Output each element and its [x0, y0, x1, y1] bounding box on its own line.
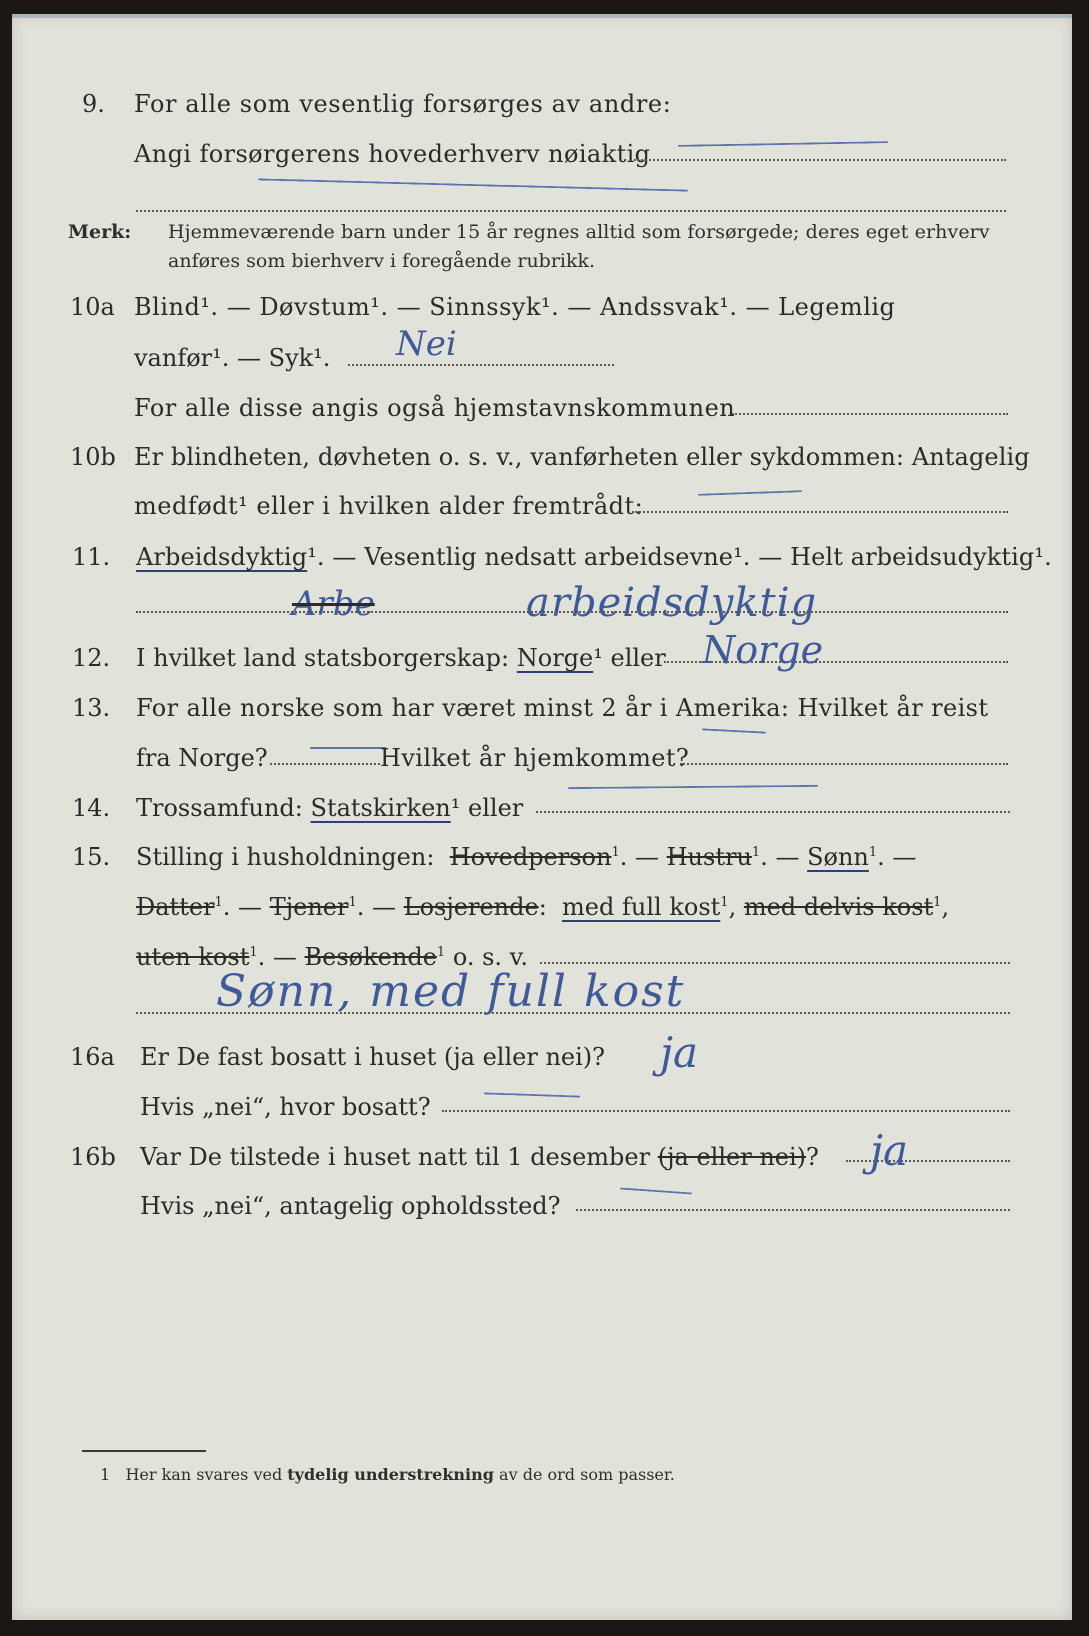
item-14-question-text: Trossamfund:: [136, 794, 303, 822]
item-9-answer-line-2: [136, 210, 1006, 212]
item-11-option-arbeidsdyktig-underlined: Arbeidsdyktig: [136, 543, 308, 571]
item-15-option-hustru-struck: Hustru: [666, 843, 752, 871]
item-11-other-options: ¹. — Vesentlig nedsatt arbeidsevne¹. — Helt arbeidsudyktig¹.: [307, 543, 1052, 571]
item-10b-question: Er blindheten, døvheten o. s. v., vanførheten eller sykdommen: Antagelig: [134, 443, 1030, 471]
item-12-or: ¹ eller: [593, 644, 666, 672]
item-11-handwritten-answer: arbeidsdyktig: [526, 580, 818, 626]
item-13-handwritten-dash-2: [702, 728, 766, 733]
item-9-number: 9.: [82, 90, 105, 118]
item-15-option-tjener-struck: Tjener: [269, 893, 349, 921]
footnote-rule: [82, 1450, 206, 1452]
item-12-question-text: I hvilket land statsborgerskap:: [136, 644, 510, 672]
note-text-line2: anføres som bierhverv i foregående rubrikk.: [168, 250, 596, 272]
page-top-edge: [12, 14, 1072, 18]
item-9-handwritten-dash: [678, 141, 888, 147]
item-13-question: For alle norske som har været minst 2 år i Amerika: Hvilket år reist: [136, 694, 989, 722]
item-13-return-year: Hvilket år hjemkommet?: [380, 744, 690, 772]
footnote: [100, 1465, 675, 1484]
item-11-options: [136, 543, 1052, 571]
item-9-handwritten-dash-2: [258, 178, 688, 191]
item-16a-question: Er De fast bosatt i huset (ja eller nei)?: [140, 1043, 606, 1071]
item-10a-number: 10a: [70, 293, 115, 321]
item-16a-handwritten-dash: [484, 1092, 580, 1097]
item-15-options-line3: uten kost$^1$. — Besøkende$^1$ o. s. v.: [136, 943, 529, 971]
item-15-option-sonn-underlined: Sønn: [807, 843, 869, 871]
item-15-options-line1: Stilling i husholdningen: Hovedperson$^1$. — Hustru$^1$. — Sønn$^1$. —: [136, 843, 917, 871]
item-16a-residence-line: [442, 1110, 1010, 1112]
item-11-number: 11.: [72, 543, 111, 571]
item-9-question: For alle som vesentlig forsørges av andre:: [134, 90, 672, 118]
item-16b-whereabouts-question: Hvis „nei“, antagelig opholdssted?: [140, 1192, 561, 1220]
item-10a-options-line2: vanfør¹. — Syk¹.: [134, 344, 331, 372]
item-10a-handwritten-answer: Nei: [396, 324, 457, 364]
item-13-departure-line: [270, 763, 380, 765]
item-12-question: [136, 644, 666, 672]
item-9-question-line2: Angi forsørgerens hovederhverv nøiaktig: [134, 140, 651, 168]
item-10b-handwritten-dash: [698, 490, 802, 496]
item-16b-question: Var De tilstede i huset natt til 1 desember (ja eller nei)?: [140, 1143, 819, 1171]
item-10b-number: 10b: [70, 443, 116, 471]
note-label: Merk:: [68, 221, 132, 243]
item-11-answer-line: [136, 611, 1008, 613]
item-16b-handwritten-dash: [620, 1187, 692, 1194]
item-16b-question-text: Var De tilstede i huset natt til 1 desember: [140, 1143, 651, 1171]
item-15-option-losjerende-struck: Losjerende: [403, 893, 539, 921]
item-15-answer-line: [540, 962, 1010, 964]
item-13-handwritten-dash: [310, 747, 386, 749]
item-12-handwritten-answer: Norge: [702, 628, 824, 672]
item-16a-residence-question: Hvis „nei“, hvor bosatt?: [140, 1093, 431, 1121]
item-10a-options: Blind¹. — Døvstum¹. — Sinnssyk¹. — Andssvak¹. — Legemlig: [134, 293, 896, 321]
item-16b-ja-eller-nei-struck: (ja eller nei): [657, 1143, 807, 1171]
item-16b-number: 16b: [70, 1143, 116, 1171]
item-16a-number: 16a: [70, 1043, 115, 1071]
item-14-question: [136, 794, 523, 822]
item-14-or: ¹ eller: [450, 794, 524, 822]
item-10b-answer-line: [632, 511, 1008, 513]
item-9-answer-line: [634, 159, 1006, 161]
item-14-answer-line: [536, 811, 1010, 813]
item-10b-question-line2: medfødt¹ eller i hvilken alder fremtrådt:: [134, 492, 644, 520]
item-15-option-hovedperson-struck: Hovedperson: [449, 843, 612, 871]
item-15-option-datter-struck: Datter: [136, 893, 215, 921]
item-12-option-norge-underlined: Norge: [516, 644, 594, 672]
item-15-osv: o. s. v.: [452, 943, 529, 971]
item-10a-home-municipality: For alle disse angis også hjemstavnskommunen: [134, 394, 736, 422]
footnote-bold-text: tydelig understrekning: [287, 1465, 494, 1484]
item-16a-handwritten-answer: ja: [660, 1028, 699, 1077]
footnote-marker: 1: [100, 1465, 111, 1484]
item-14-handwritten-dash: [568, 785, 818, 789]
item-15-answer-line-2: [136, 1012, 1010, 1014]
item-15-options-line2: Datter$^1$. — Tjener$^1$. — Losjerende: med full kost$^1$, med delvis kost$^1$,: [136, 893, 950, 921]
item-10a-answer-line: [348, 364, 614, 366]
item-15-option-delvis-kost-struck: med delvis kost: [743, 893, 934, 921]
item-15-number: 15.: [72, 843, 111, 871]
item-13-return-line: [680, 763, 1008, 765]
census-form-page: [12, 14, 1072, 1620]
item-13-number: 13.: [72, 694, 111, 722]
note-text-line1: Hjemmeværende barn under 15 år regnes alltid som forsørgede; deres eget erhverv: [168, 221, 990, 243]
item-15-option-uten-kost-struck: uten kost: [136, 943, 250, 971]
item-15-handwritten-answer: Sønn, med full kost: [216, 966, 686, 1017]
item-14-option-statskirken-underlined: Statskirken: [310, 794, 451, 822]
item-15-option-besokende-struck: Besøkende: [304, 943, 437, 971]
item-12-number: 12.: [72, 644, 111, 672]
item-15-question-text: Stilling i husholdningen:: [136, 843, 435, 871]
item-11-struck-handwriting: Arbe: [292, 584, 375, 624]
item-16b-whereabouts-line: [576, 1209, 1010, 1211]
footnote-rest: av de ord som passer.: [499, 1465, 675, 1484]
item-10a-municipality-line: [732, 413, 1008, 415]
footnote-text: Her kan svares ved: [125, 1465, 283, 1484]
item-14-number: 14.: [72, 794, 111, 822]
item-16b-handwritten-answer: ja: [870, 1126, 909, 1175]
item-13-departure-year: fra Norge?: [136, 744, 268, 772]
item-15-option-full-kost-underlined: med full kost: [562, 893, 721, 921]
